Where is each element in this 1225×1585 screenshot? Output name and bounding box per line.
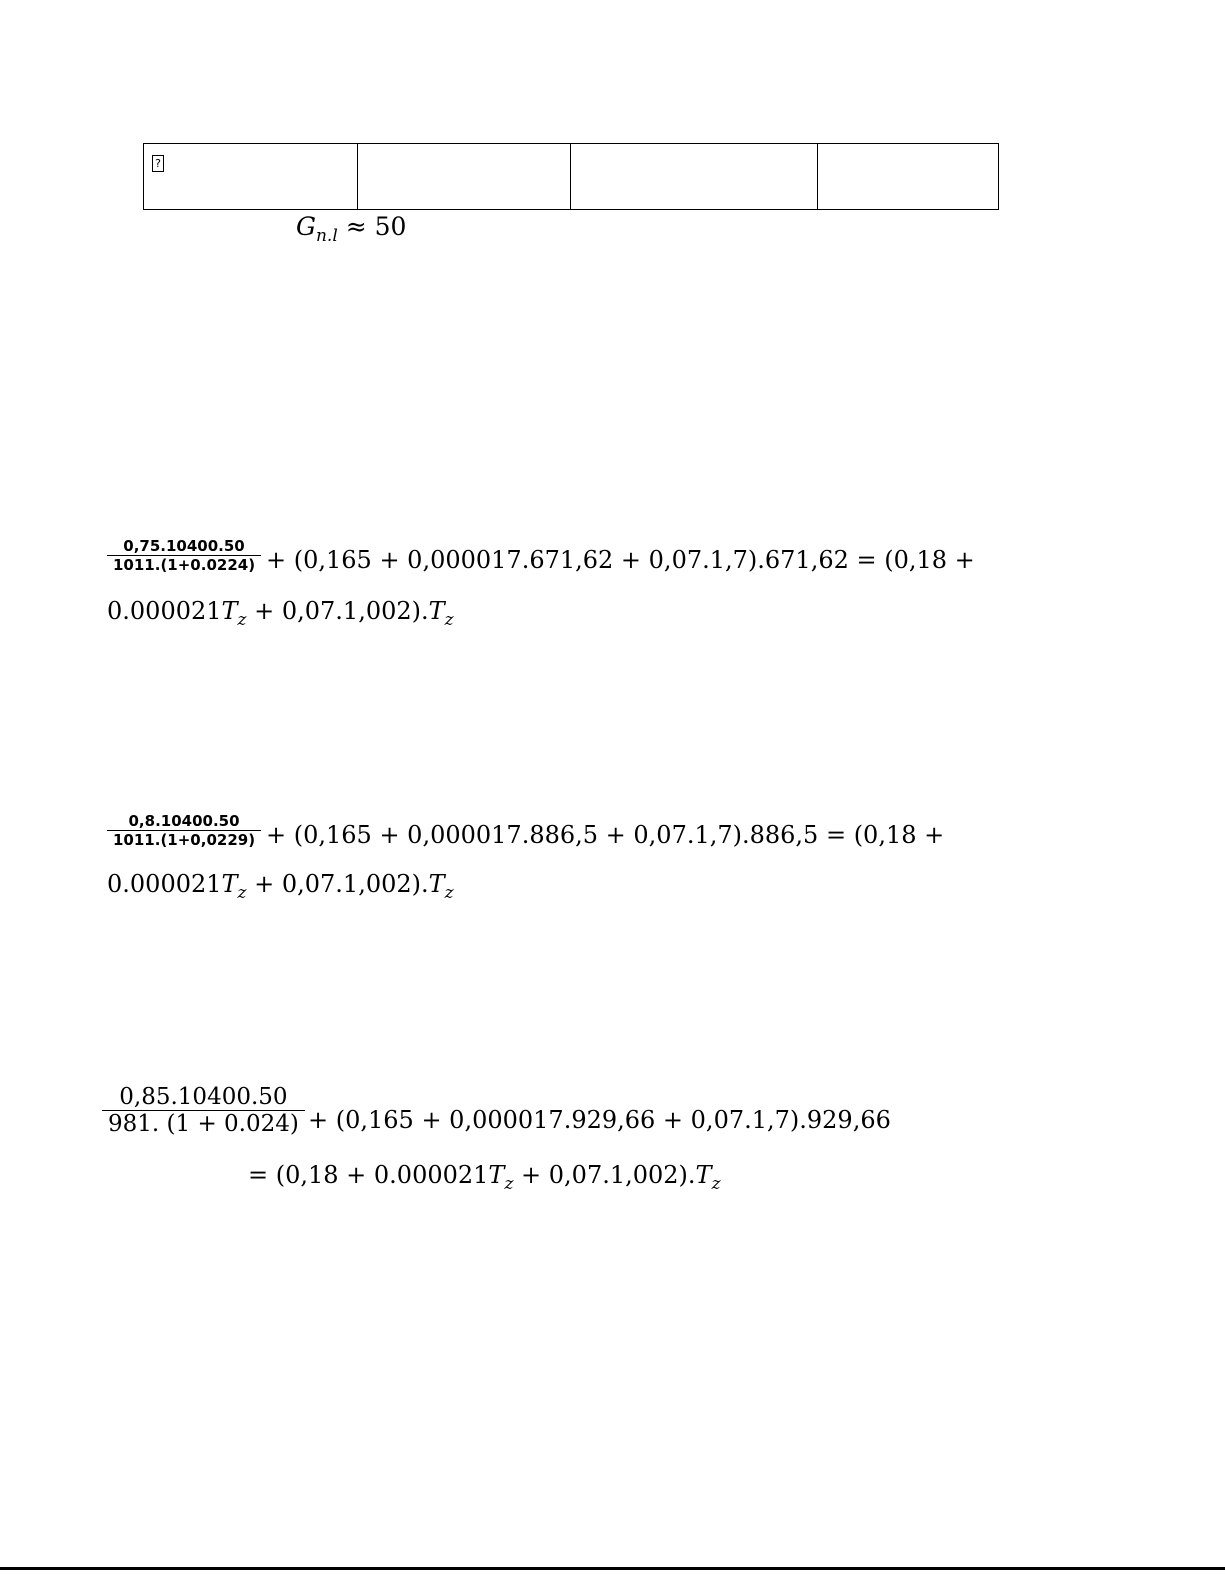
eq2-numerator: 0,8.10400.50 xyxy=(128,812,240,830)
eq3-numerator: 0,85.10400.50 xyxy=(119,1084,288,1110)
eq3-line1: + (0,165 + 0,000017.929,66 + 0,07.1,7).929,66 xyxy=(308,1106,891,1134)
table-cell xyxy=(818,144,999,210)
table-cell xyxy=(358,144,571,210)
eq1-fraction xyxy=(107,537,261,574)
table-row xyxy=(144,144,999,210)
eq2-denominator: 1011.(1+0,0229) xyxy=(113,831,256,849)
eq1-line1: + (0,165 + 0,000017.671,62 + 0,07.1,7).671,62 = (0,18 + xyxy=(266,546,975,574)
eq1-line2: $0.000021T_z + 0,07.1,002).T_z$ xyxy=(107,597,454,630)
gnl-approx: $G_{n.l} \approx 50$ xyxy=(296,212,407,246)
table-cell xyxy=(571,144,818,210)
table-cell xyxy=(144,144,358,210)
missing-glyph-icon: ? xyxy=(152,155,164,172)
eq2-line2: $0.000021T_z + 0,07.1,002).T_z$ xyxy=(107,870,454,903)
eq2-fraction xyxy=(107,812,261,849)
eq3-line2: = $(0,18 + 0.000021T_z + 0,07.1,002).T_z$ xyxy=(248,1161,721,1194)
eq2-line1: + (0,165 + 0,000017.886,5 + 0,07.1,7).886,5 = (0,18 + xyxy=(266,821,945,849)
eq3-denominator: 981. (1 + 0.024) xyxy=(108,1111,299,1137)
data-table xyxy=(143,143,999,210)
eq1-denominator: 1011.(1+0.0224) xyxy=(113,556,256,574)
eq3-fraction xyxy=(102,1084,305,1137)
eq1-numerator: 0,75.10400.50 xyxy=(123,537,245,555)
page-bottom-rule xyxy=(0,1567,1225,1570)
